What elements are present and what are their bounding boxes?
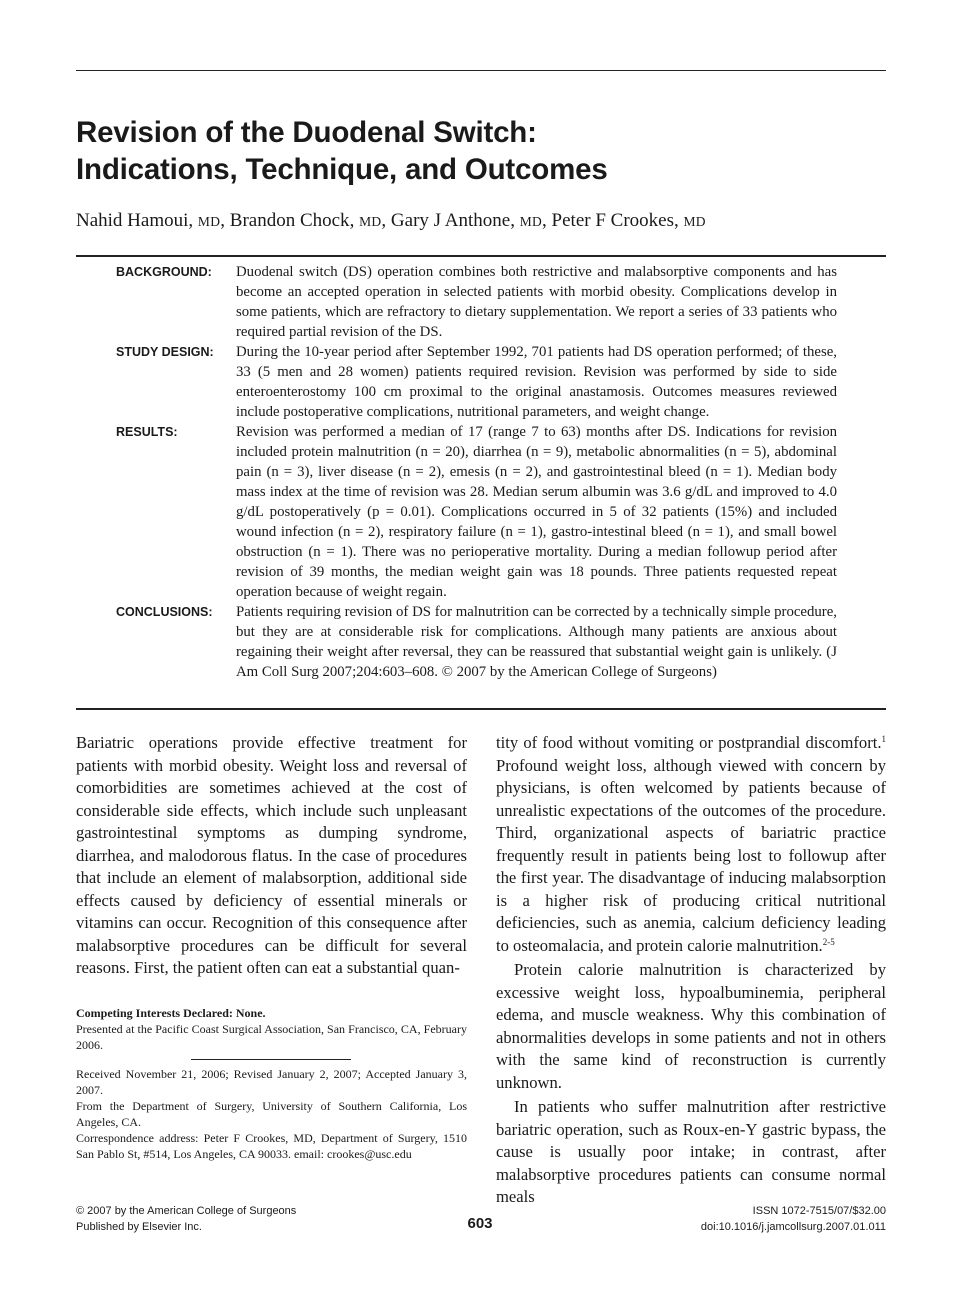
author-name: Nahid Hamoui <box>76 210 189 231</box>
body-text: Bariatric operations provide effective treatment for patients with morbid obesity. Weight loss and reversal of comorbidities are sometimes achieved at the cost of considerable side effects, which include such unpleasant gastrointestinal symptoms as dumping syndrome, diarrhea, and malodorous flatus. In the case of procedures that include an element of malabsorption, additional side effects caused by deficiency of essential minerals or vitamins can occur. Recognition of this consequence after malabsorptive procedures can be difficult for several reasons. First, the patient often can eat a substantial quan- <box>76 733 467 977</box>
author-degree: MD <box>519 214 543 229</box>
title-line-2: Indications, Technique, and Outcomes <box>76 153 608 186</box>
body-paragraph: In patients who suffer malnutrition after restrictive bariatric operation, such as Roux-en-Y gastric bypass, the cause is usually poor intake; in contrast, after malabsorptive procedures patients can consume normal meals <box>496 1097 886 1206</box>
body-text: Profound weight loss, although viewed with concern by physicians, is often welcomed by patients because of unrealistic expectations of the outcomes of the procedure. Third, organizational aspects of bariatric practice frequently result in patients being lost to followup after the first year. The disadvantage of inducing malabsorption is a higher risk of producing critical nutritional deficiencies, such as anemia, calcium deficiency leading to osteomalacia, and protein calorie malnutrition. <box>496 755 886 955</box>
abstract-text: Duodenal switch (DS) operation combines both restrictive and malabsorptive components and has become an accepted operation in selected patients with morbid obesity. Complications develop in some patients, which are refractory to dietary supplementation. We report a series of 33 patients who required partial revision of the DS. <box>236 264 837 340</box>
abstract-box <box>76 255 886 710</box>
abstract-text: Revision was performed a median of 17 (range 7 to 63) months after DS. Indications for revision included protein malnutrition (n = 20), diarrhea (n = 9), metabolic abnormalities (n = 5), abdominal pain (n = 3), liver disease (n = 2), emesis (n = 2), and gastrointestinal bleed (n = 1). Median body mass index at the time of revision was 28. Median serum albumin was 3.6 g/dL and improved to 4.0 g/dL postoperatively (p = 0.01). Complications occurred in 5 of 32 patients (15%) and included wound infection (n = 2), respiratory failure (n = 1), gastro-intestinal bleed (n = 1), and small bowel obstruction (n = 1). There was no perioperative mortality. During a median followup period after revision of 39 months, the median weight gain was 18 pounds. Three patients requested repeat operation because of weight regain. <box>236 424 837 600</box>
author-degree: MD <box>197 214 221 229</box>
author-degree: MD <box>683 214 706 229</box>
front-notes-top <box>76 1005 467 1053</box>
author-degree: MD <box>359 214 382 229</box>
page-number: 603 <box>467 1215 493 1232</box>
presented-note: Presented at the Pacific Coast Surgical Association, San Francisco, CA, February 2006. <box>76 1022 467 1052</box>
article-title <box>76 114 886 188</box>
footer-publisher: Published by Elsevier Inc. <box>76 1221 202 1233</box>
author-name: Gary J Anthone <box>390 210 511 231</box>
competing-interests-note: Competing Interests Declared: None. <box>76 1006 266 1020</box>
author-name: Peter F Crookes <box>551 210 674 231</box>
body-text: tity of food without vomiting or postprandial discomfort. <box>496 733 882 752</box>
footer-copyright: © 2007 by the American College of Surgeons <box>76 1205 297 1217</box>
top-rule <box>76 70 886 71</box>
abstract-text: During the 10-year period after September 1992, 701 patients had DS operation performed; of these, 33 (5 men and 28 women) patients required revision. Revision was performed by side to side enteroenterostomy 100 cm proximal to the original anastamosis. Outcomes measures reviewed include postoperative complications, nutritional parameters, and weight change. <box>236 344 837 420</box>
abstract-label: BACKGROUND: <box>116 265 212 279</box>
author-list: Nahid Hamoui, MD, Brandon Chock, MD, Gary J Anthone, MD, Peter F Crookes, MD <box>76 210 706 231</box>
title-line-1: Revision of the Duodenal Switch: <box>76 116 537 149</box>
reference-superscript: 2-5 <box>822 936 835 947</box>
front-notes-bottom <box>76 1066 467 1162</box>
body-paragraph <box>76 732 467 980</box>
received-note: Received November 21, 2006; Revised January 2, 2007; Accepted January 3, 2007. <box>76 1067 467 1097</box>
abstract-label: STUDY DESIGN: <box>116 345 214 359</box>
body-column-left <box>76 732 467 980</box>
body-column-right <box>496 732 886 1209</box>
abstract-label: CONCLUSIONS: <box>116 605 213 619</box>
abstract-text: Patients requiring revision of DS for malnutrition can be corrected by a technically simple procedure, but they are at considerable risk for complications. Although many patients are anxious about regaining their weight after reversal, they can be reassured that substantial weight gain is unlikely. (J Am Coll Surg 2007;204:603–608. © 2007 by the American College of Surgeons) <box>236 604 837 680</box>
body-paragraph: Protein calorie malnutrition is characterized by excessive weight loss, hypoalbuminemia, peripheral edema, and muscle weakness. Why this combination of abnormalities develops in some patients and not in others with the same kind of reconstruction is currently unknown. <box>496 960 886 1092</box>
abstract-label: RESULTS: <box>116 425 178 439</box>
reference-superscript: 1 <box>881 734 886 744</box>
footer-doi: doi:10.1016/j.jamcollsurg.2007.01.011 <box>700 1221 886 1233</box>
affiliation-note: From the Department of Surgery, University of Southern California, Los Angeles, CA. <box>76 1099 467 1129</box>
footer-right <box>701 1203 886 1235</box>
correspondence-note: Correspondence address: Peter F Crookes, MD, Department of Surgery, 1510 San Pablo St, #514, Los Angeles, CA 90033. email: crookes@usc.edu <box>76 1131 467 1161</box>
footer-issn: ISSN 1072-7515/07/$32.00 <box>752 1205 886 1217</box>
note-divider <box>191 1059 351 1060</box>
body-paragraph <box>496 732 886 957</box>
author-name: Brandon Chock <box>229 210 350 231</box>
